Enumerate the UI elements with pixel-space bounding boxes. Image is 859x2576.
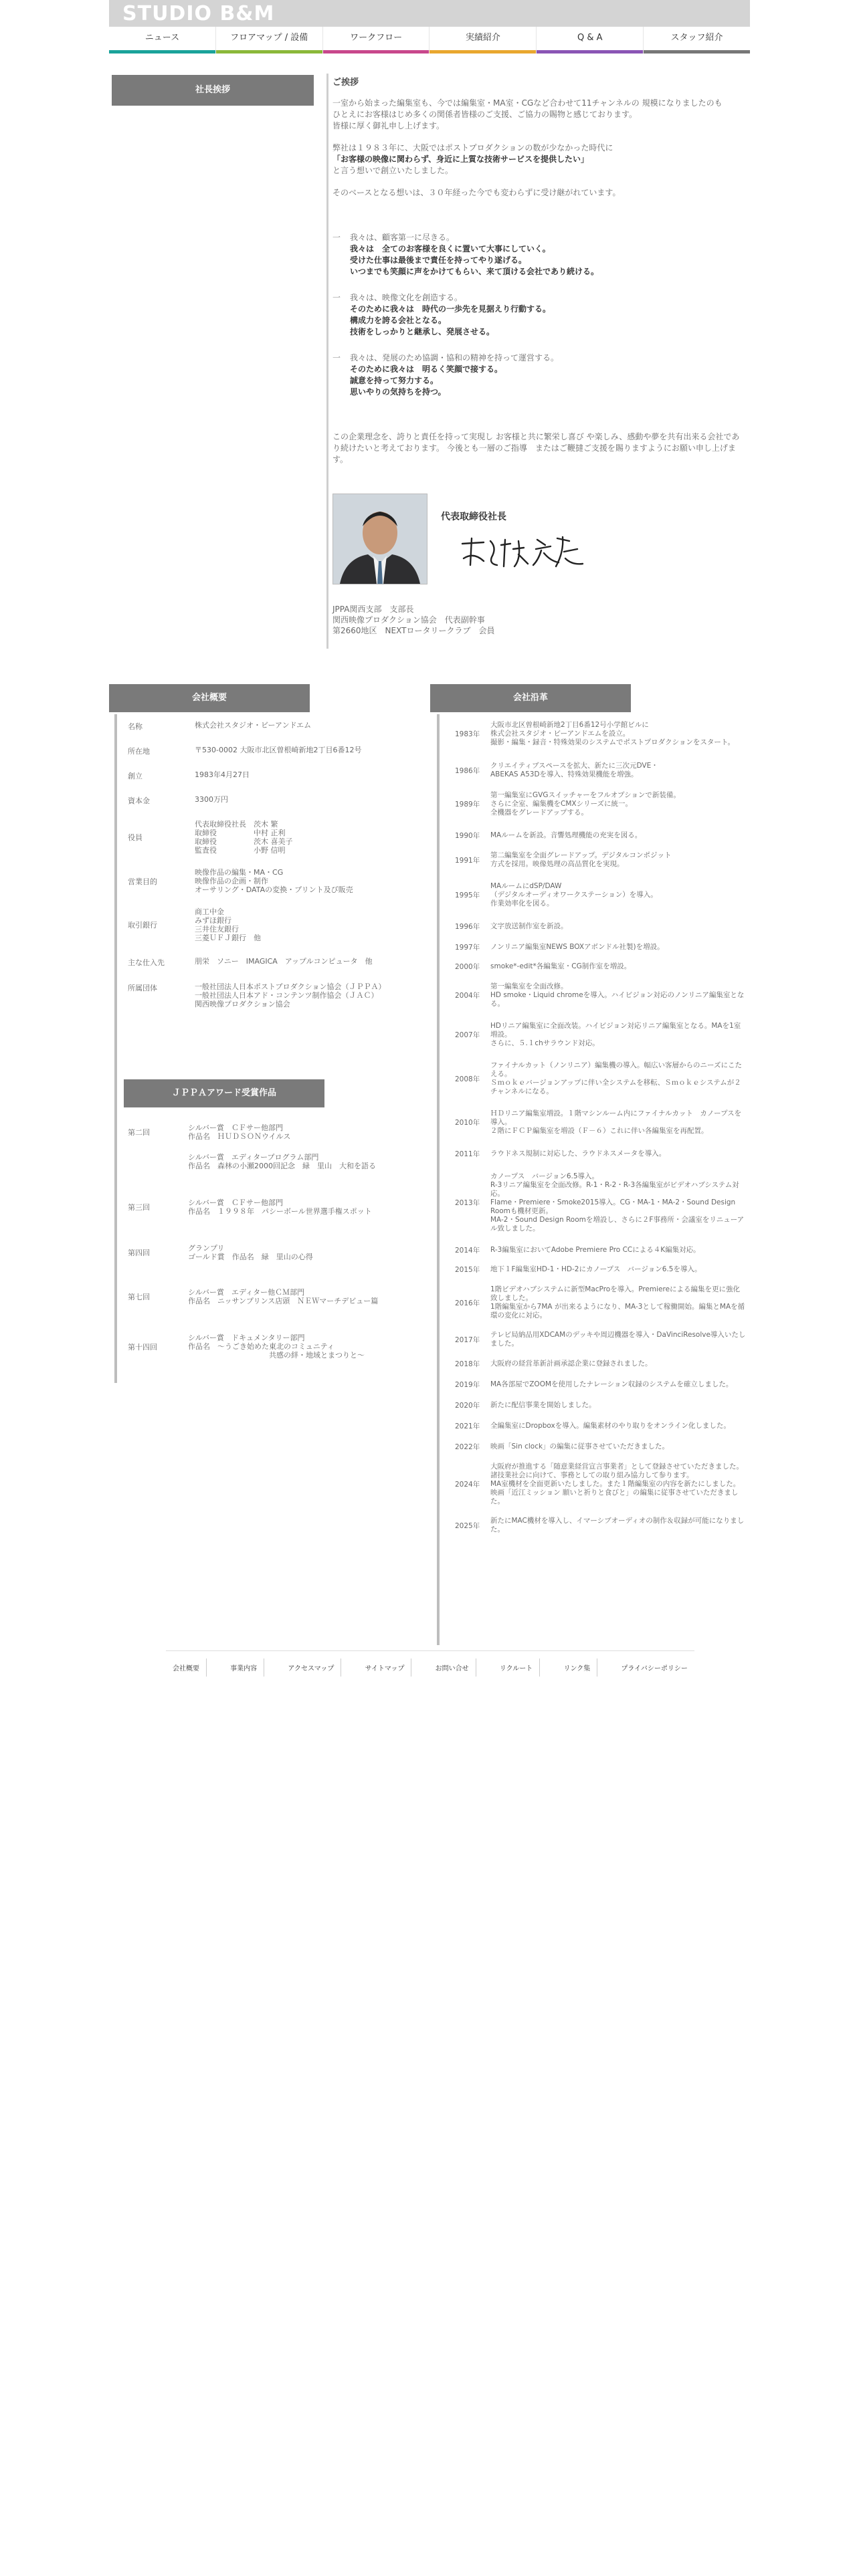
- president-photo: [332, 494, 427, 584]
- history-row: [446, 1359, 747, 1369]
- company-section-title: 会社概要: [109, 684, 310, 712]
- award-detail: シルバー賞 ＣＦサー他部門 作品名 １９９８年 パシーボール世界選手権スポット: [188, 1198, 372, 1216]
- history-detail: カノープス バージョン6.5導入。 R-3リニア編集室を全面改修。R-1・R-2・R-3各編集室がビデオハブシステム対応。 Flame・Premiere・Smoke2015導入。CG・MA-1・MA-2・Sound Design Roomも機材更新。 MA-2・Sound Design Roomを増設し、さらに２F事務所・会議室をリニューアル致しました。: [490, 1172, 745, 1232]
- company-row: [122, 907, 437, 942]
- greeting-quote: 「お客様の映像に関わらず、身近に上質な技術サービスを提供したい」: [332, 154, 589, 164]
- greeting-heading: ご挨拶: [332, 78, 359, 88]
- vow-body: 我々は 全てのお客様を良くに置いて大事にしていく。 受けた仕事は最後まで責任を持ってやり遂げる。 いつまでも笑顔に声をかけてもらい、来て頂ける会社であり続ける。: [350, 244, 599, 276]
- company-value: 映像作品の編集・MA・CG 映像作品の企画・制作 オーサリング・DATAの変換・プリント及び販売: [195, 868, 353, 894]
- history-detail: 映画「Sin clock」の編集に従事させていただきました。: [490, 1442, 670, 1451]
- nav-label: ワークフロー: [350, 33, 403, 43]
- company-key: 所属団体: [128, 984, 157, 992]
- history-detail: MAルームを新設。音響処理機能の充実を図る。: [490, 831, 642, 839]
- affiliation-line: JPPA関西支部 支部長: [332, 605, 414, 614]
- history-detail: 大阪府が推進する「随意業経営宣言事業者」として登録させていただきました。 諸技業社会に向けて、事務としての取り組み協力して参ります。 MA室機材を全面更新いたしました。また１階編集室の内容を新たにしました。 映画「近江ミッション 願いと祈りと食びと」の編集に従事させていただきました。: [490, 1463, 743, 1505]
- history-row: [446, 1285, 747, 1320]
- footer-link-privacy[interactable]: プライバシーポリシー: [621, 1665, 688, 1673]
- affiliation-line: 関西映像プロダクション協会 代表副幹事: [332, 615, 485, 625]
- history-year: 1983年: [455, 730, 480, 738]
- company-row: [122, 868, 437, 894]
- greeting-paragraph: そのベースとなる想いは、３０年経った今でも変わらずに受け継がれています。: [332, 188, 621, 197]
- footer-link-business[interactable]: 事業内容: [223, 1658, 264, 1677]
- history-detail: ノンリニア編集室NEWS BOXアボンドル社製)を増設。: [490, 943, 664, 951]
- history-row: [446, 1172, 747, 1233]
- vow-item: [332, 232, 747, 278]
- history-row: [446, 922, 747, 932]
- history-row: [446, 982, 747, 1008]
- history-year: 2015年: [455, 1266, 480, 1274]
- award-row: [122, 1333, 437, 1360]
- nav-item-workflow[interactable]: [323, 27, 430, 53]
- award-round: 第十四回: [128, 1342, 157, 1352]
- signature-image: [457, 532, 591, 572]
- nav-color-bar: [430, 50, 536, 53]
- footer-link-sitemap[interactable]: サイトマップ: [359, 1658, 412, 1677]
- history-detail: 文字放送制作室を新設。: [490, 922, 568, 930]
- history-year: 2014年: [455, 1247, 480, 1255]
- vow-body: そのために我々は 時代の一歩先を見据えり行動する。 構成力を誇る会社となる。 技術をしっかりと継承し、発展させる。: [350, 304, 551, 336]
- header-bar: [109, 0, 750, 27]
- award-row: [122, 1244, 437, 1261]
- history-detail: 地下１F編集室HD-1・HD-2にカノープス バージョン6.5を導入。: [490, 1265, 702, 1273]
- history-detail: MA各部屋でZOOMを使用したナレーション収録のシステムを確立しました。: [490, 1380, 733, 1388]
- vow-item: [332, 292, 747, 338]
- award-row: [122, 1198, 437, 1216]
- history-row: [446, 942, 747, 952]
- history-detail: 大阪府の経営革新計画承認企業に登録されました。: [490, 1360, 652, 1368]
- footer-link-company[interactable]: 会社概要: [166, 1658, 207, 1677]
- greeting-paragraph: [332, 142, 747, 177]
- vow-title: 我々は、顧客第一に尽きる。: [350, 233, 455, 242]
- history-year: 2022年: [455, 1443, 480, 1451]
- award-round: 第二回: [128, 1128, 150, 1137]
- history-year: 2013年: [455, 1199, 480, 1207]
- history-divider: [437, 714, 440, 1645]
- award-round: 第七回: [128, 1293, 150, 1301]
- history-list: [446, 721, 747, 1545]
- history-year: 1989年: [455, 800, 480, 809]
- history-year: 2007年: [455, 1031, 480, 1039]
- awards-table: [122, 1123, 437, 1373]
- company-value: 株式会社スタジオ・ビーアンドエム: [195, 721, 312, 730]
- history-detail: 大阪市北区曽根崎新地2丁目6番12号小学館ビルに 株式会社スタジオ・ビーアンドエムを設立。 撮影・編集・録音・特殊効果のシステムでポストプロダクションをスタート。: [490, 721, 735, 746]
- company-table: [122, 721, 437, 1023]
- history-year: 1986年: [455, 766, 480, 775]
- history-detail: クリエイティブスペースを拡大、新たに三次元DVE・ ABEKAS A53Dを導入、特殊効果機能を増強。: [490, 762, 658, 778]
- history-year: 1995年: [455, 891, 480, 899]
- award-round: 第四回: [128, 1249, 150, 1257]
- nav-color-bar: [216, 50, 322, 53]
- award-detail: グランプリ ゴールド賞 作品名 緑 里山の心得: [188, 1244, 313, 1261]
- history-row: [446, 1463, 747, 1506]
- president-affiliations: [332, 604, 494, 636]
- history-row: [446, 1265, 747, 1275]
- history-year: 2018年: [455, 1360, 480, 1368]
- history-year: 1996年: [455, 923, 480, 931]
- footer-link-recruit[interactable]: リクルート: [493, 1658, 541, 1677]
- history-year: 2010年: [455, 1119, 480, 1127]
- company-value: 〒530-0002 大阪市北区曽根崎新地2丁目6番12号: [195, 746, 362, 754]
- greeting-text: と言う想いで創立いたしました。: [332, 166, 454, 175]
- nav-color-bar: [323, 50, 430, 53]
- award-row: [122, 1123, 437, 1141]
- history-row: [446, 1517, 747, 1534]
- company-key: 主な仕入先: [128, 958, 165, 967]
- award-row: [122, 1288, 437, 1305]
- company-value: 代表取締役社長 茨木 繁 取締役 中村 正利 取締役 茨木 喜美子 監査役 小野 信明: [195, 820, 293, 855]
- company-row: [122, 982, 437, 1008]
- nav-item-works[interactable]: [430, 27, 537, 53]
- history-year: 2004年: [455, 992, 480, 1000]
- history-year: 2011年: [455, 1150, 480, 1158]
- history-year: 2000年: [455, 963, 480, 971]
- footer-links: [166, 1658, 694, 1677]
- greeting-section-title: 社長挨拶: [112, 75, 314, 106]
- company-value: 商工中金 みずほ銀行 三井住友銀行 三菱ＵＦＪ銀行 他: [195, 907, 261, 942]
- vow-title: 我々は、発展のため協調・協和の精神を持って運営する。: [350, 353, 559, 362]
- vow-body: そのために我々は 明るく笑顔で接する。 誠意を持って努力する。 思いやりの気持ちを持つ。: [350, 364, 503, 397]
- greeting-divider: [326, 74, 328, 649]
- award-round: 第三回: [128, 1203, 150, 1212]
- history-row: [446, 1022, 747, 1048]
- award-row: [122, 1153, 437, 1170]
- company-value: 朋栄 ソニー IMAGICA アップルコンピュータ 他: [195, 957, 373, 966]
- company-value: 3300万円: [195, 795, 228, 804]
- history-row: [446, 1421, 747, 1431]
- company-value: 1983年4月27日: [195, 770, 250, 779]
- nav-color-bar: [537, 50, 643, 53]
- vow-dash: 一: [332, 353, 341, 362]
- company-row: [122, 820, 437, 855]
- company-row: [122, 746, 437, 756]
- greeting-text: 弊社は１９８３年に、大阪ではポストプロダクションの数が少なかった時代に: [332, 143, 613, 152]
- nav-item-news[interactable]: [109, 27, 216, 53]
- company-key: 所在地: [128, 747, 150, 756]
- nav-label: スタッフ紹介: [670, 33, 723, 43]
- award-detail: シルバー賞 ＣＦサー他部門 作品名 ＨＵＤＳＯＮウイルス: [188, 1123, 291, 1141]
- history-detail: smoke*-edit*各編集室・CG制作室を増設。: [490, 962, 632, 970]
- vow-dash: 一: [332, 233, 341, 242]
- history-year: 2016年: [455, 1299, 480, 1307]
- company-row: [122, 795, 437, 806]
- history-detail: MAルームにdSP/DAW （デジタルオーディオワークステーション）を導入。 作業効率化を図る。: [490, 882, 658, 907]
- history-row: [446, 1109, 747, 1136]
- signature-title: 代表取締役社長: [441, 512, 506, 522]
- history-year: 1990年: [455, 832, 480, 840]
- company-row: [122, 770, 437, 781]
- footer-link-access[interactable]: アクセスマップ: [281, 1658, 341, 1677]
- history-row: [446, 791, 747, 817]
- history-detail: 全編集室にDropboxを導入。編集素材のやり取りをオンライン化しました。: [490, 1422, 731, 1430]
- history-row: [446, 762, 747, 779]
- nav-color-bar: [644, 50, 750, 53]
- company-key: 役員: [128, 833, 142, 842]
- greeting-paragraph: 一室から始まった編集室も、今では編集室・MA室・CGなど合わせて11チャンネルの 規模になりましたのも ひとえにお客様はじめ多くの関係者皆様のご支援、ご協力の賜物と感じております。 皆様に厚く御礼申し上げます。: [332, 98, 723, 130]
- history-detail: 第一編集室を全面改修。 HD smoke・Liquid chromeを導入。ハイビジョン対応のノンリニア編集室となる。: [490, 982, 745, 1008]
- history-year: 2024年: [455, 1481, 480, 1489]
- award-detail: シルバー賞 エディター他ＣＭ部門 作品名 ニッサンプリンス店頭 ＮＥＷマーチデビュー篇: [188, 1288, 379, 1305]
- history-detail: R-3編集室においてAdobe Premiere Pro CCによる４K編集対応。: [490, 1246, 700, 1254]
- history-row: [446, 721, 747, 747]
- history-row: [446, 831, 747, 841]
- history-detail: 1階ビデオハブシステムに新型MacProを導入。Premiereによる編集を更に強化致しました。 1階編集室から7MA が出来るようになり、MA-3として稼働開始。編集とMAを循環の変化に対応。: [490, 1285, 745, 1319]
- affiliation-line: 第2660地区 NEXTロータリークラブ 会員: [332, 626, 495, 635]
- history-detail: 新たにMAC機材を導入し、イマーシブオーディオの制作＆収録が可能になりました。: [490, 1517, 745, 1533]
- history-row: [446, 1331, 747, 1348]
- company-key: 創立: [128, 772, 142, 780]
- history-detail: 第一編集室にGVGスイッチャーをフルオプションで新装備。 さらに全室、編集機をCMXシリーズに統一。 全機器をグレードアップする。: [490, 791, 680, 817]
- history-detail: テレビ局納品用XDCAMのデッキや周辺機器を導入・DaVinciResolve導入いたしました。: [490, 1331, 746, 1348]
- nav-label: フロアマップ / 設備: [230, 33, 308, 43]
- award-detail: シルバー賞 エディタープログラム部門 作品名 森林の小瀬2000回記念 緑 里山 大和を語る: [188, 1153, 376, 1170]
- nav-item-qa[interactable]: [537, 27, 644, 53]
- footer-divider: [166, 1650, 694, 1651]
- footer-link-contact[interactable]: お問い合せ: [429, 1658, 476, 1677]
- history-year: 2008年: [455, 1075, 480, 1083]
- vow-item: [332, 352, 747, 398]
- awards-section-title: ＪＰＰＡアワード受賞作品: [124, 1079, 324, 1107]
- greeting-body: [332, 77, 747, 476]
- footer-link-links[interactable]: リンク集: [557, 1658, 597, 1677]
- nav-item-floormap[interactable]: [216, 27, 323, 53]
- site-logo[interactable]: STUDIO B&M: [122, 2, 275, 25]
- history-row: [446, 1149, 747, 1159]
- history-detail: ラウドネス規制に対応した、ラウドネスメータを導入。: [490, 1150, 666, 1158]
- vow-title: 我々は、映像文化を創造する。: [350, 293, 463, 302]
- history-detail: 第二編集室を全面グレードアップ。デジタルコンポジット 方式を採用。映像処理の高品質化を実現。: [490, 851, 672, 868]
- history-section-title: 会社沿革: [430, 684, 631, 712]
- company-row: [122, 721, 437, 732]
- vow-dash: 一: [332, 293, 341, 302]
- history-detail: 新たに配信事業を開始しました。: [490, 1401, 596, 1409]
- history-year: 2025年: [455, 1521, 480, 1530]
- history-row: [446, 1442, 747, 1452]
- history-detail: ＨＤリニア編集室増設。１階マシンルーム内にファイナルカット カノープスを導入。 ２階にＦＣＰ編集室を増設（Ｆ－６）これに伴い各編集室を再配置。: [490, 1109, 742, 1135]
- main-nav: [109, 27, 750, 53]
- history-year: 1991年: [455, 856, 480, 865]
- history-row: [446, 851, 747, 869]
- company-row: [122, 957, 437, 968]
- company-key: 営業目的: [128, 877, 157, 886]
- company-key: 資本金: [128, 796, 150, 805]
- company-value: 一般社団法人日本ポストプロダクション協会（ＪＰＰＡ） 一般社団法人日本アド・コンテンツ制作協会（ＪＡＣ） 関西映像プロダクション協会: [195, 982, 386, 1008]
- president-portrait-image: [333, 494, 427, 584]
- nav-color-bar: [109, 50, 215, 53]
- company-key: 名称: [128, 722, 142, 731]
- history-year: 1997年: [455, 944, 480, 952]
- greeting-closing: この企業理念を、誇りと責任を持って実現し お客様と共に繁栄し喜び や楽しみ、感動や夢を共有出来る会社であり続けたいと考えております。 今後とも一層のご指導 またはご鞭撻ご支援を賜りますようにお願い申し上げます。: [332, 432, 740, 464]
- history-year: 2019年: [455, 1381, 480, 1389]
- nav-label: ニュース: [145, 33, 180, 43]
- nav-label: 実績紹介: [465, 33, 500, 43]
- history-row: [446, 1061, 747, 1096]
- company-divider: [114, 714, 117, 1383]
- history-row: [446, 1380, 747, 1390]
- history-row: [446, 962, 747, 972]
- history-detail: HDリニア編集室に全面改装。ハイビジョン対応リニア編集室となる。MAを1室増設。 さらに、５.１chサラウンド対応。: [490, 1022, 741, 1047]
- history-year: 2021年: [455, 1422, 480, 1430]
- history-row: [446, 1245, 747, 1255]
- history-year: 2017年: [455, 1335, 480, 1344]
- history-detail: ファイナルカット（ノンリニア）編集機の導入。幅広い客層からのニーズにこたえる。 Ｓｍｏｋｅバージョンアップに伴い全システムを移転、Ｓｍｏｋｅシステムが２チャンネルになる。: [490, 1061, 743, 1095]
- history-row: [446, 882, 747, 908]
- history-year: 2020年: [455, 1402, 480, 1410]
- nav-label: Q & A: [577, 33, 603, 43]
- company-key: 取引銀行: [128, 921, 157, 930]
- history-row: [446, 1400, 747, 1410]
- award-detail: シルバー賞 ドキュメンタリー部門 作品名 〜うごき始めた東北のコミュニティ 共感の絆・地域とまつりと〜: [188, 1333, 365, 1360]
- nav-item-staff[interactable]: [644, 27, 750, 53]
